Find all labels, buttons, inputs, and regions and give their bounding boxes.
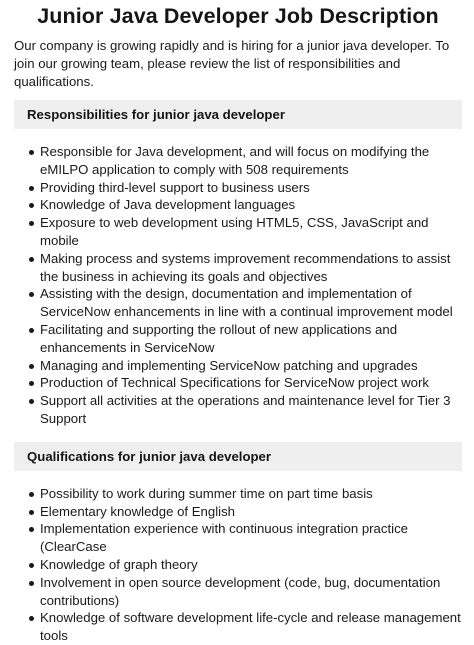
list-item-text: Elementary knowledge of English [40, 503, 235, 519]
list-item-text: Assisting with the design, documentation and implementation of ServiceNow enhancements in line with a continual improvement model [40, 286, 453, 320]
bullet-icon [29, 150, 34, 155]
list-item [14, 214, 462, 250]
list-item-text: Support all activities at the operations and maintenance level for Tier 3 Support [40, 393, 451, 426]
bullet-icon [29, 563, 34, 568]
list-item-text: Implementation experience with continuous integration practice (ClearCase [40, 521, 408, 555]
bullet-icon [29, 292, 34, 297]
list-item [14, 374, 462, 392]
bullet-icon [29, 221, 34, 226]
list-item [14, 285, 462, 321]
bullet-icon [29, 203, 34, 208]
bullet-icon [29, 581, 34, 586]
list-item-text: Knowledge of graph theory [40, 556, 198, 572]
intro-paragraph: Our company is growing rapidly and is hiring for a junior java developer. To join our growing team, please review the list of responsibilities and qualifications. [14, 38, 450, 89]
list-item [14, 179, 462, 197]
bullet-icon [29, 328, 34, 333]
list-item [14, 357, 462, 375]
bullet-icon [29, 381, 34, 386]
list-item [14, 503, 462, 521]
list-item-text: Knowledge of software development life-cycle and release management tools [40, 610, 461, 644]
list-item [14, 196, 462, 214]
qualifications-heading: Qualifications for junior java developer [14, 442, 462, 471]
bullet-icon [29, 492, 34, 497]
list-item [14, 143, 462, 179]
bullet-icon [29, 399, 34, 404]
bullet-icon [29, 257, 34, 262]
list-item [14, 485, 462, 503]
list-item [14, 392, 462, 428]
list-item [14, 574, 462, 610]
list-item [14, 250, 462, 286]
page-title: Junior Java Developer Job Description [37, 4, 439, 28]
list-item [14, 609, 462, 645]
list-item-text: Making process and systems improvement recommendations to assist the business in achieving its goals and objectives [40, 250, 451, 284]
bullet-icon [29, 527, 34, 532]
list-item-text: Involvement in open source development (code, bug, documentation contributions) [40, 574, 441, 608]
list-item [14, 321, 462, 357]
bullet-icon [29, 186, 34, 191]
list-item [14, 556, 462, 574]
list-item-text: Providing third-level support to business users [40, 179, 310, 195]
bullet-icon [29, 510, 34, 515]
list-item-text: Facilitating and supporting the rollout of new applications and enhancements in ServiceNow [40, 321, 398, 355]
list-item-text: Knowledge of Java development languages [40, 197, 296, 213]
list-item-text: Possibility to work during summer time on part time basis [40, 485, 373, 501]
list-item [14, 520, 462, 556]
qualifications-list [14, 485, 462, 645]
list-item-text: Exposure to web development using HTML5, CSS, JavaScript and mobile [40, 215, 429, 248]
list-item-text: Production of Technical Specifications for ServiceNow project work [40, 375, 429, 391]
list-item-text: Responsible for Java development, and will focus on modifying the eMILPO application to comply with 508 requirements [40, 144, 430, 177]
responsibilities-list [14, 143, 462, 428]
responsibilities-heading: Responsibilities for junior java developer [14, 100, 462, 129]
bullet-icon [29, 616, 34, 621]
bullet-icon [29, 364, 34, 369]
list-item-text: Managing and implementing ServiceNow patching and upgrades [40, 357, 418, 373]
